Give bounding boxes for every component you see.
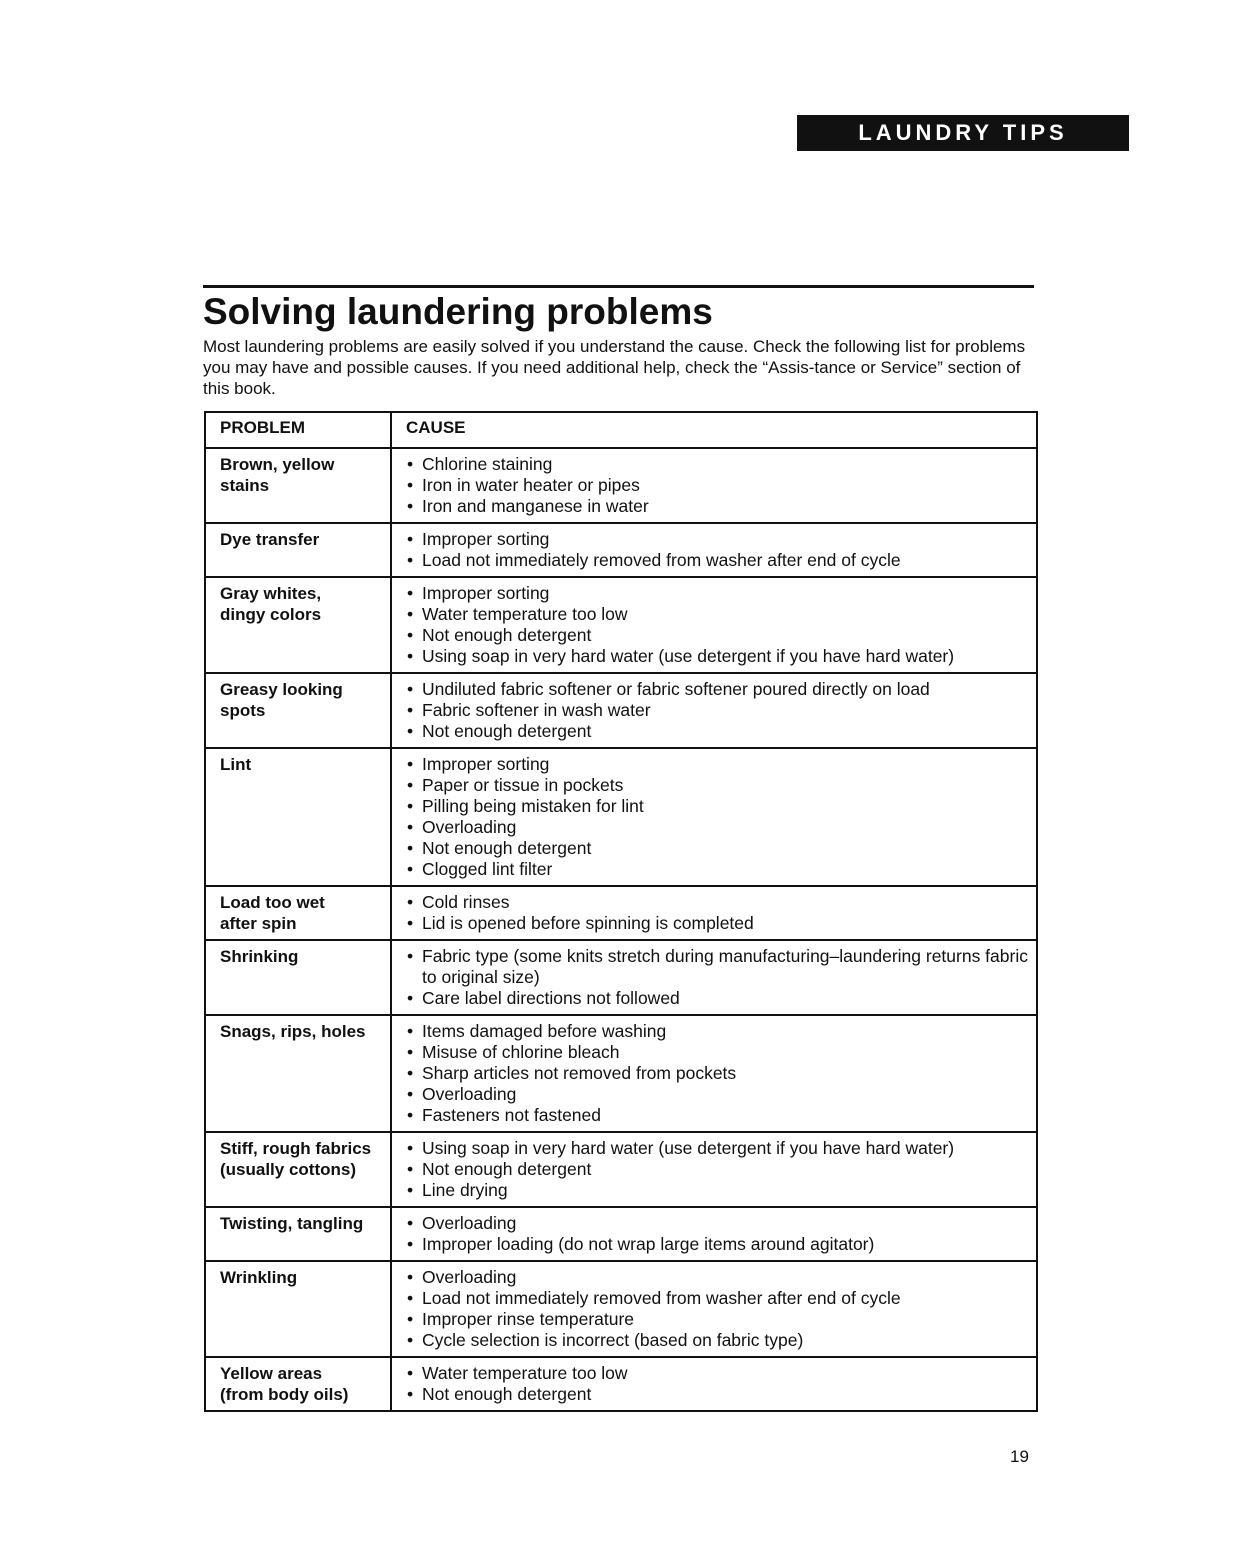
cause-item: • Load not immediately removed from washer after end of cycle bbox=[406, 550, 1036, 571]
cause-item: • Fabric softener in wash water bbox=[406, 700, 1036, 721]
problem-label: Load too wet bbox=[220, 893, 325, 912]
cause-list bbox=[406, 892, 1036, 934]
page-number: 19 bbox=[1010, 1447, 1029, 1466]
problem-cell bbox=[205, 1132, 391, 1207]
cause-cell bbox=[391, 448, 1037, 523]
intro-paragraph: Most laundering problems are easily solved if you understand the cause. Check the following list for problems you may have and possible causes. If you need additional help, check the “Assis-tance or Service” section of this book. bbox=[203, 337, 1026, 398]
problem-label: Twisting, tangling bbox=[220, 1214, 364, 1233]
problem-cell bbox=[205, 886, 391, 940]
cause-item: • Load not immediately removed from washer after end of cycle bbox=[406, 1288, 1036, 1309]
cause-item: • Lid is opened before spinning is completed bbox=[406, 913, 1036, 934]
problem-label: Stiff, rough fabrics bbox=[220, 1139, 372, 1158]
problem-column-header: PROBLEM bbox=[205, 412, 391, 448]
problem-label: Gray whites, bbox=[220, 584, 322, 603]
cause-list bbox=[406, 754, 1036, 880]
cause-item: • Fabric type (some knits stretch during manufacturing–laundering returns fabric to original size) bbox=[406, 946, 1036, 988]
table-row bbox=[205, 577, 1037, 673]
cause-item: • Cycle selection is incorrect (based on fabric type) bbox=[406, 1330, 1036, 1351]
table-row bbox=[205, 1207, 1037, 1261]
table-row bbox=[205, 1261, 1037, 1357]
cause-item: • Overloading bbox=[406, 817, 1036, 838]
table-row bbox=[205, 886, 1037, 940]
table-row bbox=[205, 673, 1037, 748]
cause-list bbox=[406, 1267, 1036, 1351]
problem-label: spots bbox=[220, 701, 266, 720]
cause-item: • Not enough detergent bbox=[406, 1384, 1036, 1405]
problem-label: Wrinkling bbox=[220, 1268, 298, 1287]
cause-item: • Not enough detergent bbox=[406, 625, 1036, 646]
cause-item: • Improper rinse temperature bbox=[406, 1309, 1036, 1330]
table-row bbox=[205, 1015, 1037, 1132]
table-row bbox=[205, 1357, 1037, 1411]
cause-item: • Care label directions not followed bbox=[406, 988, 1036, 1009]
cause-item: • Line drying bbox=[406, 1180, 1036, 1201]
page-title: Solving laundering problems bbox=[203, 291, 713, 332]
cause-cell bbox=[391, 886, 1037, 940]
problem-cell bbox=[205, 940, 391, 1015]
cause-cell bbox=[391, 1357, 1037, 1411]
cause-item: • Not enough detergent bbox=[406, 721, 1036, 742]
problem-cell bbox=[205, 1015, 391, 1132]
cause-item: • Improper loading (do not wrap large items around agitator) bbox=[406, 1234, 1036, 1255]
cause-cell bbox=[391, 748, 1037, 886]
cause-list bbox=[406, 1138, 1036, 1201]
table-row bbox=[205, 748, 1037, 886]
cause-cell bbox=[391, 1132, 1037, 1207]
problem-label: Shrinking bbox=[220, 947, 299, 966]
section-tab: LAUNDRY TIPS bbox=[797, 115, 1129, 151]
problem-label: Lint bbox=[220, 755, 252, 774]
cause-list bbox=[406, 454, 1036, 517]
cause-item: • Clogged lint filter bbox=[406, 859, 1036, 880]
cause-item: • Improper sorting bbox=[406, 529, 1036, 550]
cause-cell bbox=[391, 523, 1037, 577]
table-row bbox=[205, 523, 1037, 577]
cause-item: • Water temperature too low bbox=[406, 604, 1036, 625]
problem-label: Brown, yellow bbox=[220, 455, 335, 474]
cause-cell bbox=[391, 1261, 1037, 1357]
cause-item: • Water temperature too low bbox=[406, 1363, 1036, 1384]
problem-cell bbox=[205, 1207, 391, 1261]
cause-list bbox=[406, 1213, 1036, 1255]
problem-cell bbox=[205, 1357, 391, 1411]
cause-cell bbox=[391, 673, 1037, 748]
cause-item: • Overloading bbox=[406, 1084, 1036, 1105]
problem-cell bbox=[205, 748, 391, 886]
cause-item: • Overloading bbox=[406, 1213, 1036, 1234]
table-row bbox=[205, 940, 1037, 1015]
cause-item: • Improper sorting bbox=[406, 583, 1036, 604]
table-row bbox=[205, 448, 1037, 523]
cause-cell bbox=[391, 1207, 1037, 1261]
problem-label: Dye transfer bbox=[220, 530, 320, 549]
cause-item: • Pilling being mistaken for lint bbox=[406, 796, 1036, 817]
problem-label: after spin bbox=[220, 914, 297, 933]
cause-item: • Sharp articles not removed from pockets bbox=[406, 1063, 1036, 1084]
cause-item: • Not enough detergent bbox=[406, 1159, 1036, 1180]
cause-item: • Using soap in very hard water (use detergent if you have hard water) bbox=[406, 646, 1036, 667]
cause-item: • Misuse of chlorine bleach bbox=[406, 1042, 1036, 1063]
cause-item: • Using soap in very hard water (use detergent if you have hard water) bbox=[406, 1138, 1036, 1159]
cause-column-header: CAUSE bbox=[391, 412, 1037, 448]
cause-list bbox=[406, 679, 1036, 742]
problem-label: (usually cottons) bbox=[220, 1160, 357, 1179]
table-row bbox=[205, 1132, 1037, 1207]
problems-table bbox=[204, 411, 1038, 1412]
cause-item: • Fasteners not fastened bbox=[406, 1105, 1036, 1126]
problem-cell bbox=[205, 523, 391, 577]
problem-cell bbox=[205, 673, 391, 748]
cause-item: • Iron and manganese in water bbox=[406, 496, 1036, 517]
table-header-row bbox=[205, 412, 1037, 448]
cause-list bbox=[406, 946, 1036, 1009]
problem-label: Yellow areas bbox=[220, 1364, 323, 1383]
cause-item: • Overloading bbox=[406, 1267, 1036, 1288]
cause-list bbox=[406, 1021, 1036, 1126]
cause-cell bbox=[391, 1015, 1037, 1132]
cause-cell bbox=[391, 577, 1037, 673]
problem-label: Greasy looking bbox=[220, 680, 343, 699]
cause-item: • Cold rinses bbox=[406, 892, 1036, 913]
cause-list bbox=[406, 1363, 1036, 1405]
cause-item: • Iron in water heater or pipes bbox=[406, 475, 1036, 496]
problem-label: stains bbox=[220, 476, 270, 495]
problem-label: dingy colors bbox=[220, 605, 322, 624]
problem-cell bbox=[205, 577, 391, 673]
cause-item: • Not enough detergent bbox=[406, 838, 1036, 859]
cause-list bbox=[406, 583, 1036, 667]
cause-list bbox=[406, 529, 1036, 571]
cause-item: • Items damaged before washing bbox=[406, 1021, 1036, 1042]
cause-cell bbox=[391, 940, 1037, 1015]
problem-cell bbox=[205, 1261, 391, 1357]
cause-item: • Improper sorting bbox=[406, 754, 1036, 775]
title-rule bbox=[203, 285, 1034, 288]
problem-cell bbox=[205, 448, 391, 523]
cause-item: • Undiluted fabric softener or fabric softener poured directly on load bbox=[406, 679, 1036, 700]
cause-item: • Chlorine staining bbox=[406, 454, 1036, 475]
cause-item: • Paper or tissue in pockets bbox=[406, 775, 1036, 796]
problem-label: Snags, rips, holes bbox=[220, 1022, 366, 1041]
problem-label: (from body oils) bbox=[220, 1385, 349, 1404]
